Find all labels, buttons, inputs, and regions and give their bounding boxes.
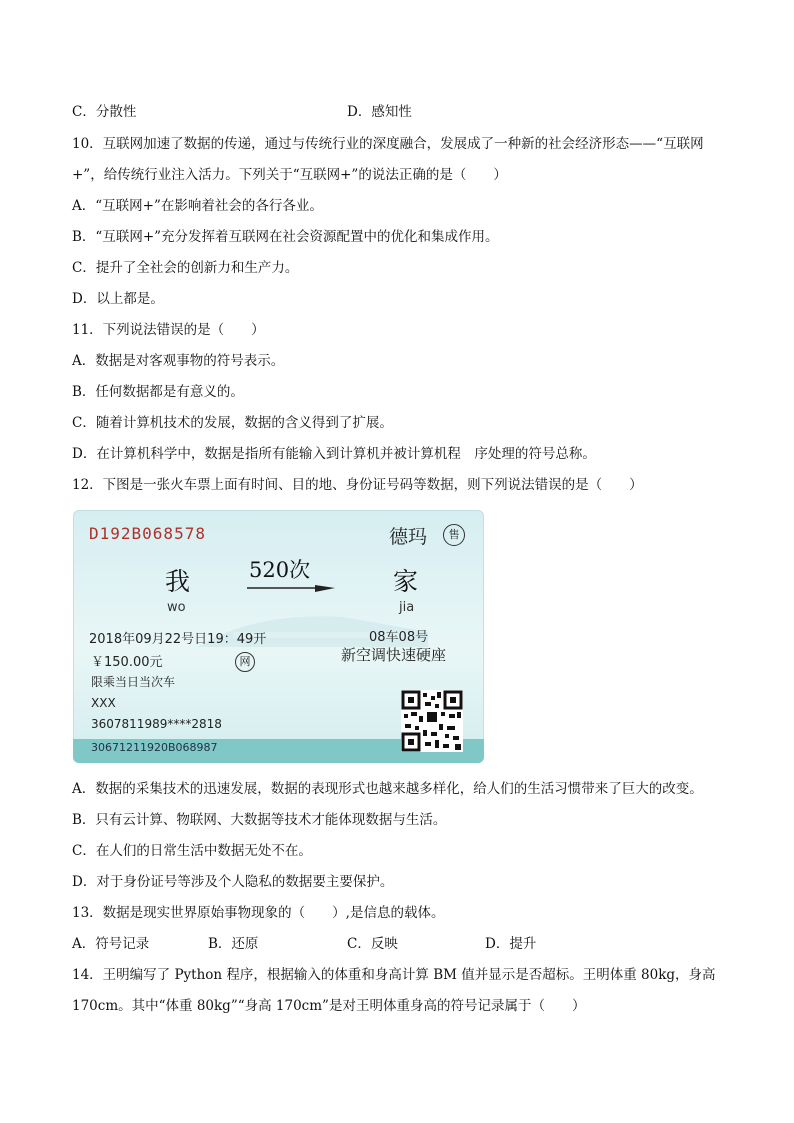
q13-option-d: D．提升 (485, 936, 537, 952)
ticket-limit-note: 限乘当日当次车 (91, 675, 176, 689)
q11-stem: 11．下列说法错误的是（ ） (72, 322, 265, 338)
ticket-to-pinyin: jia (399, 600, 415, 615)
q11-option-c: C．随着计算机技术的发展，数据的含义得到了扩展。 (72, 415, 393, 431)
ticket-net-mark: 网 (235, 652, 255, 672)
ticket-code: 30671211920B068987 (91, 741, 218, 754)
ticket-from-pinyin: wo (167, 600, 186, 615)
q9-option-c: C．分散性 (72, 104, 137, 120)
ticket-serial: D192B068578 (89, 524, 206, 543)
arrow-right-icon (245, 584, 337, 596)
ticket-to-station: 家 (393, 567, 419, 596)
q10-stem-line2: +”，给传统行业注入活力。下列关于“互联网+”的说法正确的是（ ） (72, 167, 507, 183)
ticket-train-number: 520次 (249, 558, 311, 582)
ticket-price: ￥150.00元 (91, 655, 163, 670)
qr-code-icon (401, 690, 463, 752)
q12-option-a: A．数据的采集技术的迅速发展，数据的表现形式也越来越多样化，给人们的生活习惯带来了巨大的改变。 (72, 781, 703, 797)
q13-option-b: B．还原 (208, 936, 259, 952)
ticket-seat-class: 新空调快速硬座 (341, 646, 447, 664)
q13-stem: 13．数据是现实世界原始事物现象的（ ）,是信息的载体。 (72, 905, 445, 921)
q12-option-d: D．对于身份证号等涉及个人隐私的数据要主要保护。 (72, 874, 394, 890)
q13-option-a: A．符号记录 (72, 936, 150, 952)
q11-option-a: A．数据是对客观事物的符号表示。 (72, 353, 285, 369)
ticket-id-number: 3607811989****2818 (91, 717, 222, 731)
ticket-seller-mark: 售 (443, 524, 465, 546)
ticket-seat: 08车08号 (369, 630, 429, 645)
ticket-datetime: 2018年09月22号日19：49开 (89, 632, 267, 647)
q11-option-b: B．任何数据都是有意义的。 (72, 384, 244, 400)
ticket-passenger-name: XXX (91, 696, 116, 710)
q9-option-d: D．感知性 (347, 104, 412, 120)
q10-option-c: C．提升了全社会的创新力和生产力。 (72, 260, 299, 276)
ticket-seller: 德玛 (389, 526, 428, 548)
q10-stem-line1: 10．互联网加速了数据的传递，通过与传统行业的深度融合，发展成了一种新的社会经济形态——“互联网 (72, 136, 704, 152)
q14-stem-line1: 14．王明编写了 Python 程序，根据输入的体重和身高计算 BM 值并显示是否超标。王明体重 80kg，身高 (72, 967, 716, 983)
q10-option-a: A．“互联网+”在影响着社会的各行各业。 (72, 198, 323, 214)
q9-option-row (72, 102, 136, 122)
q12-option-b: B．只有云计算、物联网、大数据等技术才能体现数据与生活。 (72, 812, 447, 828)
q12-option-c: C．在人们的日常生活中数据无处不在。 (72, 843, 312, 859)
q11-option-d: D．在计算机科学中，数据是指所有能输入到计算机并被计算机程 序处理的符号总称。 (72, 446, 596, 462)
q13-option-c: C．反映 (347, 936, 398, 952)
train-ticket-image (73, 510, 484, 763)
ticket-from-station: 我 (165, 567, 191, 596)
q10-option-d: D．以上都是。 (72, 291, 164, 307)
q12-stem: 12．下图是一张火车票上面有时间、目的地、身份证号码等数据，则下列说法错误的是（ ） (72, 477, 643, 493)
q10-option-b: B．“互联网+”充分发挥着互联网在社会资源配置中的优化和集成作用。 (72, 229, 499, 245)
q14-stem-line2: 170cm。其中“体重 80kg”“身高 170cm”是对王明体重身高的符号记录属于（ ） (72, 998, 586, 1014)
